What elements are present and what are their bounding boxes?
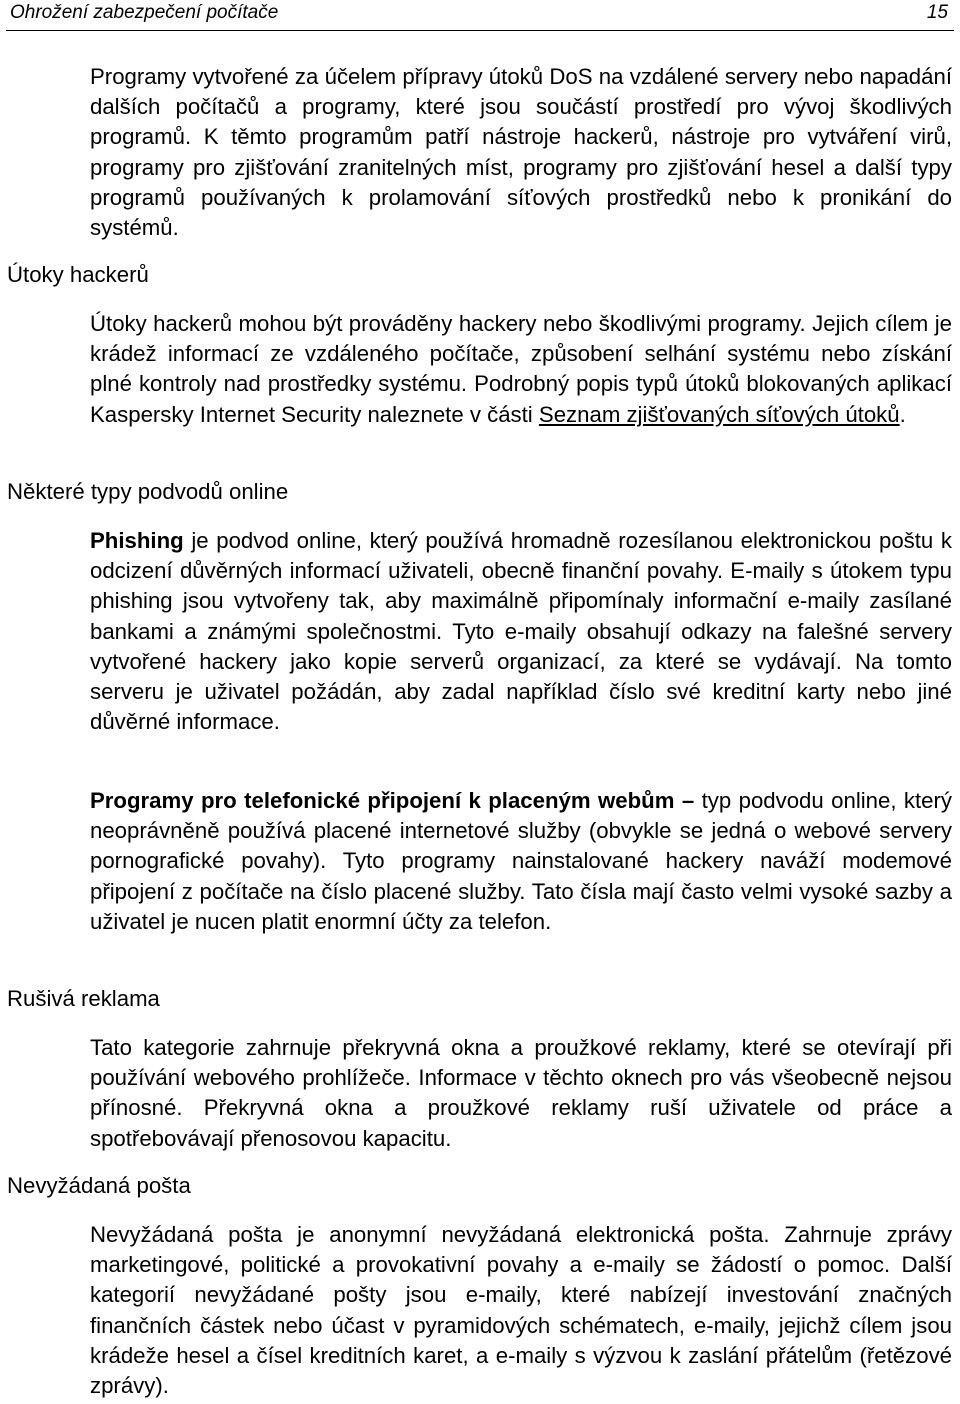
page-header [6, 0, 954, 31]
intro-paragraph: Programy vytvořené za účelem přípravy útoků DoS na vzdálené servery nebo napadání dalších počítačů a programy, které jsou součástí prostředí pro vývoj škodlivých programů. K těmto programům patří nástroje hackerů, nástroje pro vytváření virů, programy pro zjišťování zranitelných míst, programy pro zjišťování hesel a další typy programů používaných k prolamování síťových prostředků nebo k pronikání do systémů. [90, 64, 952, 241]
phishing-text: je podvod online, který používá hromadně rozesílanou elektronickou poštu k odcizení důvěrných informací uživateli, obecně finanční povahy. E-maily s útokem typu phishing jsou vytvořeny tak, aby maximálně připomínaly informační e-maily zasílané bankami a známými společnostmi. Tyto e-maily obsahují odkazy na falešné servery vytvořené hackery jako kopie serverů organizací, za které se vydávají. Na tomto serveru je uživatel požádán, aby zadal například číslo své kreditní karty nebo jiné důvěrné informace. [90, 528, 952, 735]
dialers-text: typ podvodu online, který neoprávněně používá placené internetové služby (obvykle se jedná o webové servery pornografické povahy). Tyto programy nainstalované hackery naváží modemové připojení z počítače na číslo placené služby. Tato čísla mají často velmi vysoké sazby a uživatel je nucen platit enormní účty za telefon. [90, 788, 953, 934]
chapter-title: Ohrožení zabezpečení počítače [10, 2, 279, 23]
heading-hacker-attacks: Útoky hackerů [7, 262, 149, 287]
heading-online-fraud: Některé typy podvodů online [7, 479, 289, 504]
phishing-paragraph [90, 526, 952, 737]
heading-spam: Nevyžádaná pošta [7, 1173, 191, 1198]
link-period: . [899, 401, 906, 427]
dialers-term: Programy pro telefonické připojení k placeným webům [90, 788, 675, 813]
heading-adware: Rušivá reklama [7, 986, 160, 1011]
adware-paragraph: Tato kategorie zahrnuje překryvná okna a proužkové reklamy, které se otevírají při používání webového prohlížeče. Informace v těchto oknech pro vás všeobecně nejsou přínosné. Překryvná okna a proužkové reklamy ruší uživatele od práce a spotřebovávají přenosovou kapacitu. [90, 1035, 952, 1151]
hacker-attacks-text: Útoky hackerů mohou být prováděny hackery nebo škodlivými programy. Jejich cílem je krádež informací ze vzdáleného počítače, způsobení selhání systému nebo získání plné kontroly nad prostředky systému. Podrobný popis typů útoků blokovaných aplikací Kaspersky Internet Security naleznete v části [90, 311, 952, 427]
phishing-term: Phishing [90, 528, 184, 553]
page-number: 15 [926, 2, 948, 23]
network-attacks-link[interactable]: Seznam zjišťovaných síťových útoků [538, 401, 900, 427]
hacker-attacks-paragraph [90, 309, 952, 430]
dialers-dash: – [681, 788, 695, 813]
dialers-paragraph [90, 786, 952, 937]
spam-paragraph: Nevyžádaná pošta je anonymní nevyžádaná elektronická pošta. Zahrnuje zprávy marketingové, politické a provokativní povahy a e-maily se žádostí o pomoc. Další kategorií nevyžádané pošty jsou e-maily, které nabízejí investování značných finančních částek nebo účast v pyramidových schématech, e-maily, jejichž cílem jsou krádeže hesel a čísel kreditních karet, a e-maily s výzvou k zaslání přátelům (řetězové zprávy). [90, 1222, 952, 1399]
